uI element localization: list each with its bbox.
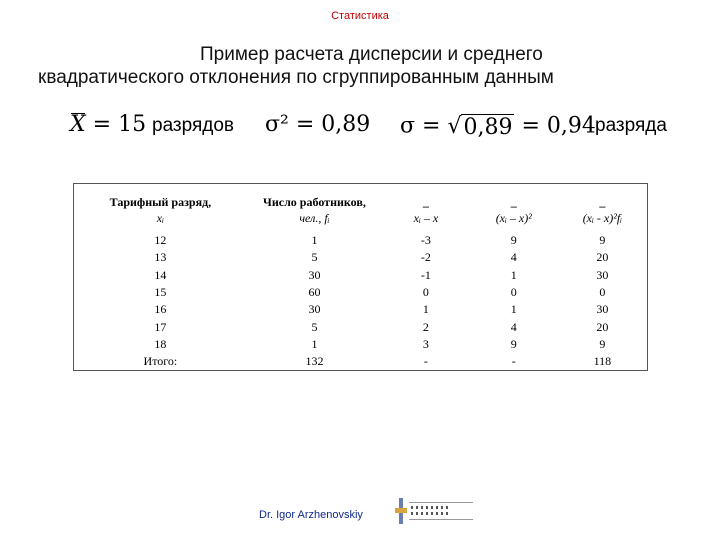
author-credit: Dr. Igor Arzhenovskiy: [259, 509, 363, 521]
institution-logo: [395, 496, 475, 526]
cell-workers: 5: [311, 250, 318, 265]
cell-sq-deviation: 9: [510, 336, 517, 351]
header-weighted: [558, 184, 648, 233]
cell-weighted: 20: [596, 250, 609, 265]
sd-result: = 0,94: [514, 113, 596, 139]
header-grade: [74, 184, 247, 233]
cell-total-deviation: -: [423, 354, 428, 369]
cell-deviation: -3: [420, 233, 431, 248]
cell-deviation: -1: [420, 267, 431, 282]
table-header-row: [74, 184, 648, 233]
mean-unit: разрядов: [152, 115, 235, 136]
cell-grade: 16: [154, 302, 167, 317]
cell-grade: 15: [154, 285, 167, 300]
cell-total-sq-deviation: -: [511, 354, 516, 369]
cell-sq-deviation: 1: [510, 302, 517, 317]
cell-sq-deviation: 1: [510, 267, 517, 282]
cell-grade: 14: [154, 267, 167, 282]
table-row: [74, 284, 648, 301]
cell-weighted: 30: [596, 302, 609, 317]
header-deviation-line2: xᵢ – x: [413, 211, 439, 225]
header-deviation-bar: _: [422, 195, 429, 209]
sd-equals: =: [415, 113, 448, 139]
cell-deviation: 2: [422, 319, 429, 334]
table-row: [74, 301, 648, 318]
header-sq-deviation-line2: (xᵢ – x)²: [495, 211, 532, 225]
cell-deviation: -2: [420, 250, 431, 265]
mean-formula: [70, 112, 146, 137]
cell-workers: 30: [308, 267, 321, 282]
header-grade-line2: xᵢ: [156, 211, 164, 225]
cell-workers: 1: [311, 336, 318, 351]
header-sq-deviation: [470, 184, 558, 233]
variance-symbol: σ²: [265, 112, 289, 137]
header-workers-line2: чел., fᵢ: [299, 211, 330, 225]
header-sq-deviation-bar: _: [510, 195, 517, 209]
sqrt-sign: √ 0,89: [447, 113, 513, 140]
sd-formula: [400, 112, 596, 140]
cell-weighted: 9: [599, 233, 606, 248]
table-row: [74, 267, 648, 284]
mean-value: = 15: [85, 112, 147, 137]
cell-deviation: 1: [422, 302, 429, 317]
header-grade-line1: Тарифный разряд,: [109, 195, 212, 209]
grouped-data-table: [73, 183, 648, 371]
cell-sq-deviation: 0: [510, 285, 517, 300]
mean-symbol: X: [70, 112, 86, 137]
table-total-row: [74, 353, 648, 371]
cell-total-workers: 132: [305, 354, 324, 369]
cell-grade: 17: [154, 319, 167, 334]
cell-weighted: 0: [599, 285, 606, 300]
cell-total-weighted: 118: [593, 354, 612, 369]
formula-row: [70, 112, 710, 148]
table-row: [74, 232, 648, 249]
cell-workers: 60: [308, 285, 321, 300]
table-row: [74, 336, 648, 353]
header-deviation: [382, 184, 470, 233]
header-weighted-line2: (xᵢ - x)²fᵢ: [582, 211, 623, 225]
table-row: [74, 249, 648, 266]
cell-workers: 5: [311, 319, 318, 334]
cell-grade: 13: [154, 250, 167, 265]
cell-deviation: 3: [422, 336, 429, 351]
cell-sq-deviation: 9: [510, 233, 517, 248]
variance-value: = 0,89: [288, 112, 371, 137]
cell-workers: 30: [308, 302, 321, 317]
slide-header: Статистика: [331, 10, 389, 22]
cell-total-label: Итого:: [143, 354, 178, 369]
cell-weighted: 9: [599, 336, 606, 351]
cell-sq-deviation: 4: [510, 250, 517, 265]
cell-weighted: 20: [596, 319, 609, 334]
cell-weighted: 30: [596, 267, 609, 282]
cell-grade: 12: [154, 233, 167, 248]
title-line-2: квадратического отклонения по сгруппированным данным: [38, 67, 554, 88]
cell-deviation: 0: [422, 285, 429, 300]
cell-workers: 1: [311, 233, 318, 248]
header-weighted-bar: _: [599, 195, 606, 209]
sd-radicand: 0,89: [463, 115, 513, 140]
sd-symbol: σ: [400, 113, 416, 139]
header-workers-line1: Число работников,: [263, 195, 366, 209]
cell-sq-deviation: 4: [510, 319, 517, 334]
title-line-1: Пример расчета дисперсии и среднего: [200, 44, 543, 65]
table-row: [74, 318, 648, 335]
header-workers: [247, 184, 382, 233]
sd-unit: разряда: [595, 115, 667, 136]
cell-grade: 18: [154, 336, 167, 351]
variance-formula: [265, 112, 370, 137]
